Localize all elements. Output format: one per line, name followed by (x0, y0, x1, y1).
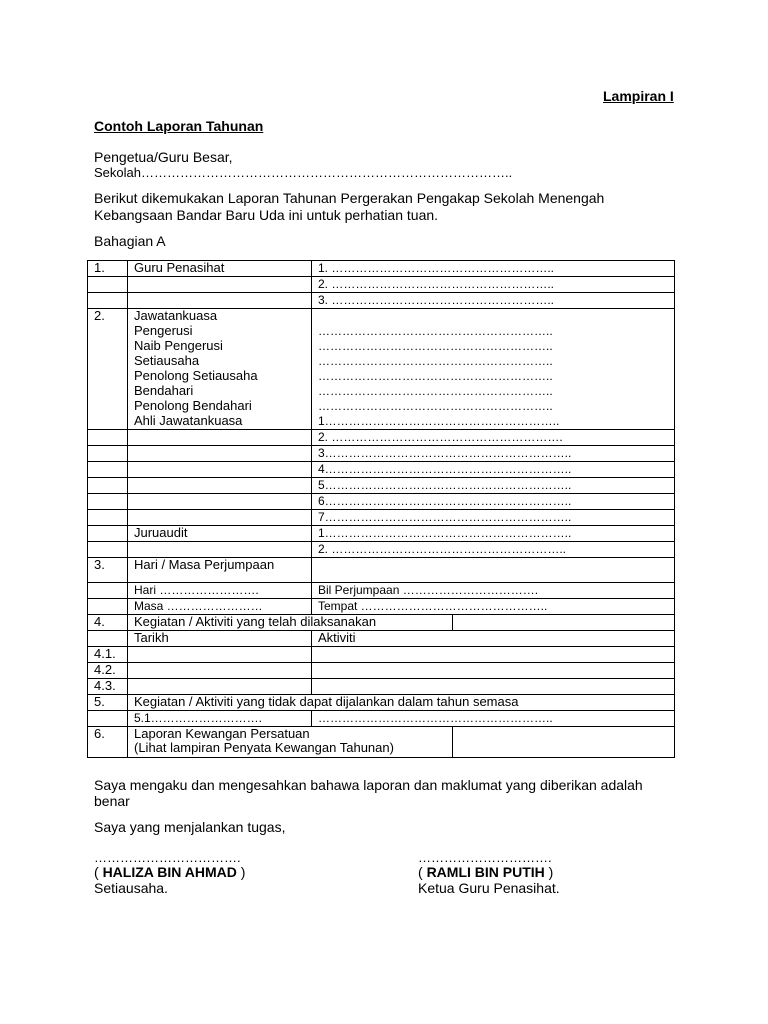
row-number: 1. (88, 261, 128, 277)
row-number: 6. (88, 727, 128, 758)
fill-line[interactable]: 5.1………………………. (128, 711, 312, 727)
row-label: Kegiatan / Aktiviti yang tidak dapat dijalankan dalam tahun semasa (128, 695, 675, 711)
row-label: Naib Pengerusi (128, 339, 312, 354)
fill-line[interactable]: 2. ……………………………………………….. (312, 277, 675, 293)
row-number: 3. (88, 558, 128, 583)
table-row (88, 277, 675, 293)
row-label: Hari / Masa Perjumpaan (128, 558, 312, 583)
table-row (88, 631, 675, 647)
fill-line[interactable]: ………………………………………………….. (312, 399, 675, 414)
intro-line-2: Kebangsaan Bandar Baru Uda ini untuk perhatian tuan. (94, 207, 439, 223)
table-row (88, 414, 675, 430)
table-row (88, 583, 675, 599)
signatory-name-right: ( RAMLI BIN PUTIH ) (418, 864, 554, 880)
fill-line[interactable]: ………………………………………………….. (312, 324, 675, 339)
fill-line[interactable]: ………………………………………………….. (312, 354, 675, 369)
table-row (88, 384, 675, 399)
table-row (88, 711, 675, 727)
fill-line[interactable]: ………………………………………………….. (312, 369, 675, 384)
table-row (88, 354, 675, 369)
document-title: Contoh Laporan Tahunan (94, 118, 264, 134)
fill-line[interactable]: 6…………………………………………………….. (312, 494, 675, 510)
row-number: 5. (88, 695, 128, 711)
fill-line[interactable]: 1…………………………………………………….. (312, 526, 675, 542)
row-label: Juruaudit (128, 526, 312, 542)
row-label: Kegiatan / Aktiviti yang telah dilaksanakan (128, 615, 453, 631)
table-row (88, 542, 675, 558)
tempat-field[interactable]: Tempat ……………………………………….. (312, 599, 675, 615)
fill-line[interactable]: 7…………………………………………………….. (312, 510, 675, 526)
table-row (88, 615, 675, 631)
fill-line[interactable]: 1. ……………………………………………….. (312, 261, 675, 277)
item-number: 4.1. (88, 647, 128, 663)
table-row (88, 663, 675, 679)
item-number: 4.3. (88, 679, 128, 695)
row-label: Ahli Jawatankuasa (128, 414, 312, 430)
section-label: Bahagian A (94, 233, 166, 249)
table-row (88, 679, 675, 695)
fill-line[interactable]: ………………………………………………….. (312, 339, 675, 354)
table-row (88, 599, 675, 615)
table-row (88, 462, 675, 478)
row-label-line-1: Laporan Kewangan Persatuan (134, 726, 310, 741)
addressee-line: Pengetua/Guru Besar, (94, 149, 233, 165)
row-label: Bendahari (128, 384, 312, 399)
signatory-name: HALIZA BIN AHMAD (102, 864, 237, 880)
table-row (88, 478, 675, 494)
fill-line[interactable]: ………………………………………………….. (312, 384, 675, 399)
row-label: Guru Penasihat (128, 261, 312, 277)
table-row (88, 494, 675, 510)
signatory-name-left: ( HALIZA BIN AHMAD ) (94, 864, 246, 880)
row-number: 2. (88, 309, 128, 325)
table-row (88, 526, 675, 542)
table-row (88, 293, 675, 309)
masa-field[interactable]: Masa …………………… (128, 599, 312, 615)
table-row (88, 695, 675, 711)
fill-line[interactable]: 5…………………………………………………….. (312, 478, 675, 494)
row-label: Pengerusi (128, 324, 312, 339)
row-label-line-2: (Lihat lampiran Penyata Kewangan Tahunan) (134, 740, 394, 755)
column-header-aktiviti: Aktiviti (312, 631, 675, 647)
bil-perjumpaan-field[interactable]: Bil Perjumpaan ……………………………. (312, 583, 675, 599)
fill-line[interactable]: 3. ……………………………………………….. (312, 293, 675, 309)
report-table (87, 260, 675, 758)
table-row (88, 399, 675, 414)
table-row (88, 510, 675, 526)
fill-line[interactable]: 2. …………………………………………………. (312, 430, 675, 446)
fill-line[interactable]: ………………………………………………….. (312, 711, 675, 727)
declaration-line-2: benar (94, 793, 130, 809)
table-row (88, 446, 675, 462)
table-row (88, 558, 675, 583)
table-row (88, 727, 675, 758)
intro-line-1: Berikut dikemukakan Laporan Tahunan Pergerakan Pengakap Sekolah Menengah (94, 190, 605, 206)
signature-line-right: …………………………. (418, 850, 552, 865)
table-row (88, 309, 675, 325)
row-label: Jawatankuasa (128, 309, 312, 325)
attachment-label: Lampiran I (603, 88, 674, 104)
declaration-line-1: Saya mengaku dan mengesahkan bahawa laporan dan maklumat yang diberikan adalah (94, 777, 643, 793)
row-label: Penolong Bendahari (128, 399, 312, 414)
item-number: 4.2. (88, 663, 128, 679)
table-row (88, 324, 675, 339)
table-row (88, 369, 675, 384)
signatory-role-left: Setiausaha. (94, 880, 168, 896)
signatory-role-right: Ketua Guru Penasihat. (418, 880, 560, 896)
fill-line[interactable]: 2. ………………………………………………….. (312, 542, 675, 558)
fill-line[interactable]: 3…………………………………………………….. (312, 446, 675, 462)
fill-line[interactable]: 4…………………………………………………….. (312, 462, 675, 478)
signatory-name: RAMLI BIN PUTIH (426, 864, 545, 880)
row-label: Setiausaha (128, 354, 312, 369)
row-label: Penolong Setiausaha (128, 369, 312, 384)
table-row (88, 647, 675, 663)
column-header-tarikh: Tarikh (128, 631, 312, 647)
table-row (88, 430, 675, 446)
table-row (88, 261, 675, 277)
hari-field[interactable]: Hari ……………………. (128, 583, 312, 599)
fill-line[interactable]: 1………………………………………………….. (312, 414, 675, 430)
table-row (88, 339, 675, 354)
declaration-line-3: Saya yang menjalankan tugas, (94, 819, 286, 835)
signature-line-left: ……………………………. (94, 850, 241, 865)
row-label (128, 727, 453, 758)
row-number: 4. (88, 615, 128, 631)
school-line: Sekolah………………………………………………………………………….. (94, 165, 513, 180)
